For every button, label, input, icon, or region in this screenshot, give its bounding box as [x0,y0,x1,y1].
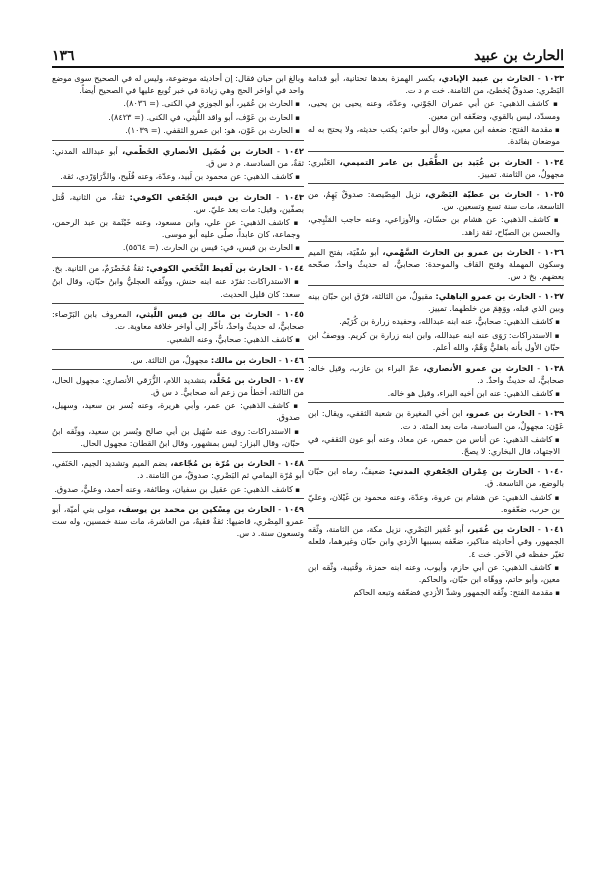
entry-verdict: مجهولٌ، من الثالثة. س. [130,354,211,365]
entry [308,246,564,282]
entry-verdict: المعروف بابن البَرْصاء: صحابيٌّ، له حديثٌ واحدٌ، تأخّر إلى أواخر خلافة معاوية. ت. [52,308,304,331]
entry-verdict: أبو عُمَير البَصْري، نزيل مكة، من الثامنة، وثّقه الجمهور، وفي أحاديثه مناكير، ضعّفه بسببها الأزدي وابن حبّان وغيرهما، فلعله تغيّر حفظه في الآخر. خت ٤. [308,524,564,559]
entry [308,290,564,353]
entry-number: ١٠٣٧ [544,291,564,302]
entry [52,457,304,495]
entry [52,374,304,450]
narrator-name: الحارث بن عُمَير، [467,524,535,535]
entry [308,72,564,148]
entry-heading [308,523,564,559]
entry-number: ١٠٤٥ [284,308,304,319]
running-title: الحارث بن عبيد [474,48,564,64]
entry [308,362,564,400]
entry-verdict: عمّ البراء بن عازب، وقيل خاله: صحابيٌّ، له حديثٌ واحدٌ. د. [308,362,564,385]
entry-heading [52,308,304,332]
narrator-name: الحارث بن عبيد الإيادي، [438,73,535,83]
entry-verdict: نزيل المِصّيصة: صدوقٌ يَهِمُ، من التاسعة، مات سنة تسع وتسعين. س. [308,188,564,211]
left-column [52,72,304,861]
entry-note: ▪ كاشف الذهبي: عن أبي حازم، وأيوب، وعنه ابنه حمزة، وقُتيبة، وثّقه ابن معين، وأبو حاتم، ووهّاه ابن حبّان، والحاكم. [308,561,564,586]
entry-note: ▪ مقدمة الفتح: ضعفه ابن معين، وقال أبو حاتم: يكتب حديثه، ولا يحتج به له موضعان بفائدة. [308,123,564,148]
entry-divider [52,257,304,258]
entry-number: ١٠٤١ [544,524,564,535]
entry-heading [308,407,564,431]
narrator-name: الحارث بن مُخَلَّد، [209,374,276,385]
entry-heading [308,362,564,386]
entry-number: ١٠٤٧ [284,374,304,385]
entry-divider [308,402,564,403]
entry-dash: - [531,188,545,199]
entry-note: ▪ الحارث بن قيس، في: قيس بن الحارث. (= ٥٥٦٤). [52,241,304,254]
entry-verdict: ابن أخي المغيرة بن شعبة الثقفي، ويقال: ابن عَوْن: مجهولٌ، من السادسة، مات بعد المئة. د ت. [308,408,564,431]
entry-divider [52,303,304,304]
narrator-name: الحارث بن عمرو بن الحارث السَّهْمي، [382,246,535,257]
entry [308,465,564,515]
entry-divider [308,285,564,286]
entry-divider [308,183,564,184]
narrator-name: الحارث بن مِسْكين بن محمد بن يوسف، [118,504,276,515]
entry-dash: - [276,262,285,273]
entry-note: ▪ كاشف الذهبي: عن محمود بن لَبيد، وعدّة، وعنه فُلَيح، والدَّرَاوَرْدي، ثقة. [52,170,304,183]
entry-divider [308,518,564,519]
entry-number: ١٠٤٢ [284,145,304,156]
entry-note: ▪ الحارث بن عَوْف، أبو واقد اللَّيثي، في الكنى. (= ٨٤٢٣). [52,111,304,124]
entry-dash: - [535,291,545,302]
entry-dash: - [272,308,285,319]
entry-heading [308,72,564,96]
narrator-name: الحارث بن فُضَيل الأنصاري الخَطْمي، [122,145,273,156]
entry-divider [52,186,304,187]
narrator-name: الحارث بن مُرّة بن مُجّاعة، [170,458,275,469]
narrator-name: الحارث بن عمرو، [465,408,535,419]
entry-verdict: ثقةٌ، من الثانية، قُتل بصفّين، وقيل: مات بعد عليّ. س. [52,191,304,214]
entry-heading [308,246,564,282]
entry-number: ١٠٤٣ [284,191,304,202]
entry-divider [308,151,564,152]
entry-dash: - [533,466,545,477]
entry-dash: - [276,354,285,365]
narrator-name: الحارث بن عمرو الأنصاري، [423,362,534,373]
entry-number: ١٠٤٦ [284,354,304,365]
entry-heading [52,191,304,215]
entry-number: ١٠٣٣ [544,73,564,83]
narrator-name: الحارث بن مالك: [210,354,277,365]
entry-note: ▪ كاشف الذهبي: عن عمر، وأبي هريرة، وعنه بُسر بن سعيد، وسهيل، صدوق. [52,399,304,424]
entry-number: ١٠٣٥ [544,188,564,199]
entry [52,145,304,183]
entry [52,72,304,137]
entry-dash: - [272,145,285,156]
entry-dash: - [533,362,545,373]
narrator-name: الحارث بن عِمْران الجَعْفري المدني: [389,466,534,477]
entry-note: ▪ كاشف الذهبي: عن عقيل بن سفيان، وطائفة، وعنه أحمد، وعليٌّ، صدوق. [52,483,304,496]
entry-divider [52,369,304,370]
entry-number: ١٠٤٩ [284,504,304,515]
right-column [308,72,564,861]
page-header [52,44,564,64]
entry-verdict: أبو سُفْيَة، بفتح الميم وسكون المهملة وفتح القاف والموحدة: صحابيٌّ، له حديثٌ واحدٌ، صحّحه بعضهم. بخ د س. [308,246,564,282]
entry-note: ▪ الحارث بن عَوْن، هو: ابن عمرو الثقفي. (= ١٠٣٩). [52,124,304,137]
entry-heading [308,188,564,212]
entry-dash: - [534,246,545,257]
entry [52,308,304,346]
entry-verdict: بضم الميم وتشديد الجيم، الحَنَفي، أبو مُرّة اليمامي ثم البَصْري: صدوقٌ، من الثامنة. د. [52,458,304,481]
entry-note: ▪ كاشف الذهبي: عن هشام بن حسّان، والأوزاعي، وعنه حاجب المَنْبِجي، والحسن بن الصبّاح، ثقة زاهد. [308,213,564,238]
entry-divider [52,498,304,499]
entry-dash: - [274,458,285,469]
entry-number: ١٠٤٤ [284,262,304,273]
entry-number: ١٠٤٠ [544,466,564,477]
entry [308,156,564,180]
entry-verdict: مقبولٌ، من الثالثة، فرّق ابن حبّان بينه وبين الذي قبله، ووَهِمَ من خلطهما. تمييز. [308,291,564,314]
entry-note: ▪ الحارث بن عُمَير، أبو الجوزي في الكنى. (= ٨٠٣٦). [52,97,304,110]
entry-note: ▪ كاشف الذهبي: عن هشام بن عروة، وعدّة، وعنه محمود بن غَيْلان، وعليّ بن حرب، ضعّفوه. [308,491,564,516]
entry-dash: - [534,524,545,535]
entry-number: ١٠٣٨ [544,362,564,373]
page-number: ١٣٦ [52,48,75,64]
entry-dash: - [275,374,285,385]
entry-number: ١٠٣٦ [544,246,564,257]
entry-heading [308,156,564,180]
continued-text: وبالغ ابن حبان فقال: إن أحاديثه موضوعة، وليس له في الصحيح سوى موضع واحد في أواخر الحج وهي زيادة في خبر تُوبع عليها في الصحيح أيضاً. [52,73,304,96]
entry-divider [308,460,564,461]
entry-heading [52,503,304,539]
entry-dash: - [534,408,545,419]
narrator-name: الحارث بن مالك بن قيس اللَّيثي، [135,308,273,319]
entry [52,503,304,539]
entry [308,523,564,599]
entry [308,407,564,457]
entry-note: ▪ الاستدراكات: تفرّد عنه ابنه حنش، ووثّقه العجليُّ وابنُ حبّان، وقال ابنُ سعد: كان قليل الحديث. [52,275,304,300]
entry [308,188,564,238]
entry [52,354,304,366]
entry-dash: - [275,504,285,515]
entry-verdict: بكسر الهمزة بعدها تحتانية، أبو قدامة البَصْري: صدوقٌ يُخطئ، من الثامنة. خت م د ت. [308,73,564,96]
entry-heading [52,262,304,274]
entry-heading [308,290,564,314]
entry-verdict: مولى بني أميّة، أبو عمرو المِصْري، قاضيها: ثقةٌ فقيهٌ، من العاشرة، مات سنة خمسين، وله ست وتسعون سنة. د س. [52,504,304,539]
entry-dash: - [534,73,545,83]
entry-note: ▪ كاشف الذهبي: صحابيٌّ، عنه ابنه عبدالله، وحفيده زرارة بن كُرَيْم. [308,315,564,328]
entry-number: ١٠٤٨ [284,458,304,469]
entry-note: ▪ مقدمة الفتح: وثّقه الجمهور وشذّ الأزدي فضعّفه وتبعه الحاكم [308,586,564,599]
entry-divider [52,349,304,350]
entry-verdict: ثقةٌ مُخَضْرَمٌ، من الثانية. بخ. [52,262,147,273]
entry-note: ▪ الاستدراكات: روى عنه سُهَيل بن أبي صالح وبُسر بن سعيد، ووثّقه ابنُ حبّان، وقال البزار: ليس بمشهور، وقال ابنُ القطان: مجهول الحال. [52,425,304,450]
entry-note: ▪ كاشف الذهبي: عنه ابن أخيه البراء، وقيل هو خاله. [308,387,564,400]
narrator-name: الحارث بن لَقيط النَّخَعي الكوفي: [146,262,277,273]
entry-verdict: العَنْبري: مجهولٌ، من الثامنة. تمييز. [308,156,564,179]
entry-verdict: أبو عبدالله المدني: ثقةٌ، من السادسة. م د س ق. [52,145,304,168]
entry-heading [52,457,304,481]
entry-number: ١٠٣٤ [544,156,564,167]
entry [52,191,304,254]
narrator-name: الحارث بن عمرو الباهلي: [435,291,536,302]
entry-verdict: بتشديد اللام، الزُّرَقي الأنصاري: مجهول الحال، من الثالثة، أخطأ من زعم أنه صحابيٌّ. د س ق. [52,374,304,397]
entry-note: ▪ كاشف الذهبي: عن أبي عمران الجَوْني، وعدّة، وعنه يحيى بن يحيى، ومسدّد، ليس بالقوي، وضعّفه ابن معين. [308,97,564,122]
entry-divider [52,452,304,453]
entry-divider [308,241,564,242]
entry-verdict: ضعيفٌ، رماه ابن حبّان بالوضع، من التاسعة. ق. [308,466,564,489]
header-rule [52,66,564,68]
entry-note: ▪ كاشف الذهبي: صحابيٌّ، وعنه الشعبي. [52,333,304,346]
narrator-name: الحارث بن عطيّة البَصْري، [425,188,532,199]
entry-dash: - [271,191,285,202]
entry-dash: - [532,156,545,167]
entry-divider [308,357,564,358]
narrator-name: الحارث بن قيس الجُعْفي الكوفي: [129,191,272,202]
entry-heading [52,374,304,398]
entry [52,262,304,300]
entry-note: ▪ كاشف الذهبي: عن علي، وابن مسعود، وعنه خَيْثَمة بن عبد الرحمن، وجماعة، كان عابداً، صلّى عليه أبو موسى. [52,216,304,241]
entry-heading [52,145,304,169]
entry-note: ▪ كاشف الذهبي: عن أناس من حمص، عن معاذ، وعنه أبو عون الثقفي، في الاجتهاد، قال البخاري: لا يصحّ. [308,433,564,458]
entry-divider [52,140,304,141]
entry-heading [52,354,304,366]
entry-number: ١٠٣٩ [544,408,564,419]
entry-heading [308,465,564,489]
narrator-name: الحارث بن عُبَيد بن الطُّفَيل بن عامر التميمي، [339,156,533,167]
entry-note: ▪ الاستدراكات: رَوَى عنه ابنه عبدالله، وابن ابنه زرارة بن كريم. ووصفُ ابن حبّان الأول بأنه باهليٌّ وَهْمٌ، والله أعلم. [308,329,564,354]
